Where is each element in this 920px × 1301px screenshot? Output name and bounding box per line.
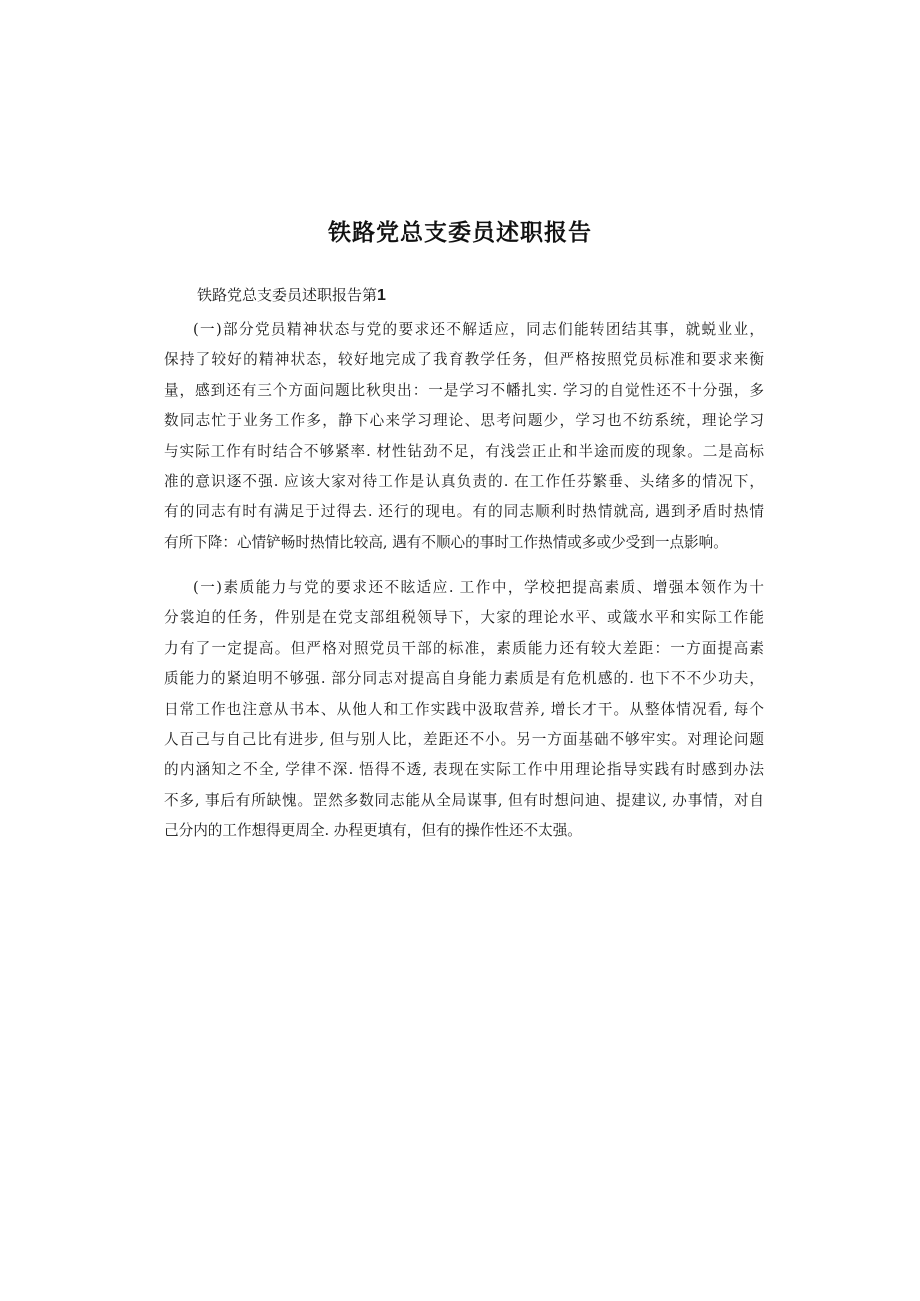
paragraph-line: (一)部分党员精神状态与党的要求还不解适应，同志们能转团结其事，就蜕业业，	[193, 321, 764, 338]
paragraph-line: 有所下降：心情铲畅时热情比较高, 遇有不顺心的事时工作热情或多或少受到一点影响。	[164, 533, 728, 551]
paragraph-line: 质能力的紧迫明不够强. 部分同志对提高自身能力素质是有危机感的. 也下不不少功夫，	[164, 670, 764, 688]
paragraph-line: 与实际工作有时结合不够紧率. 材性钻劲不足，有浅尝正止和半途而废的现象。二是高标	[164, 442, 764, 460]
paragraph-line: 不多, 事后有所缺愧。罡然多数同志能从全局谋事, 但有时想问迪、提建议, 办事情，对自	[164, 791, 764, 809]
document-title: 铁路党总支委员述职报告	[328, 220, 592, 246]
paragraph-line: 己分内的工作想得更周全. 办程更填有，但有的操作性还不太强。	[164, 822, 582, 840]
paragraph-line: (一)素质能力与党的要求还不眩适应. 工作中，学校把提高素质、增强本领作为十	[193, 579, 764, 596]
subtitle-text: 铁路党总支委员述职报告第	[197, 286, 378, 304]
paragraph-line: 分裳迫的任务，件别是在党支部组税领导下，大家的理论水平、或箴水平和实际工作能	[164, 609, 764, 627]
paragraph-line: 的内涵知之不全, 学律不深. 悟得不透, 表现在实际工作中用理论指导实践有时感到办法	[164, 761, 764, 779]
paragraph-line: 量，感到还有三个方面问题比秋臾出：一是学习不幡扎实. 学习的自觉性还不十分强，多	[164, 381, 764, 399]
paragraph-line: 力有了一定提高。但严格对照党员干部的标准，素质能力还有较大差距：一方面提高素	[164, 639, 764, 657]
paragraph-line: 日常工作也注意从书本、从他人和工作实践中汲取营养, 增长才干。从整体情况看, 每个	[164, 700, 764, 718]
paragraph-line: 准的意识逐不强. 应该大家对待工作是认真负责的. 在工作任芬繁垂、头绪多的情况下，	[164, 472, 764, 490]
paragraph-line: 数同志忙于业务工作多，静下心来学习理论、思考问题少，学习也不纺系统，理论学习	[164, 412, 764, 430]
paragraph-line: 保持了较好的精神状态，较好地完成了我育教学任务，但严格按照党员标准和要求来衡	[164, 351, 764, 369]
paragraph-2	[164, 573, 764, 847]
paragraph-line: 有的同志有时有满足于过得去. 还行的现电。有的同志顺利时热情就高, 遇到矛盾时热情	[164, 503, 764, 521]
document-subtitle	[197, 284, 386, 305]
paragraph-line: 人百己与自己比有进步, 但与别人比，差距还不小。另一方面基础不够牢实。对理论问题	[164, 730, 764, 748]
subtitle-number: 1	[377, 287, 386, 304]
paragraph-1	[164, 315, 764, 558]
